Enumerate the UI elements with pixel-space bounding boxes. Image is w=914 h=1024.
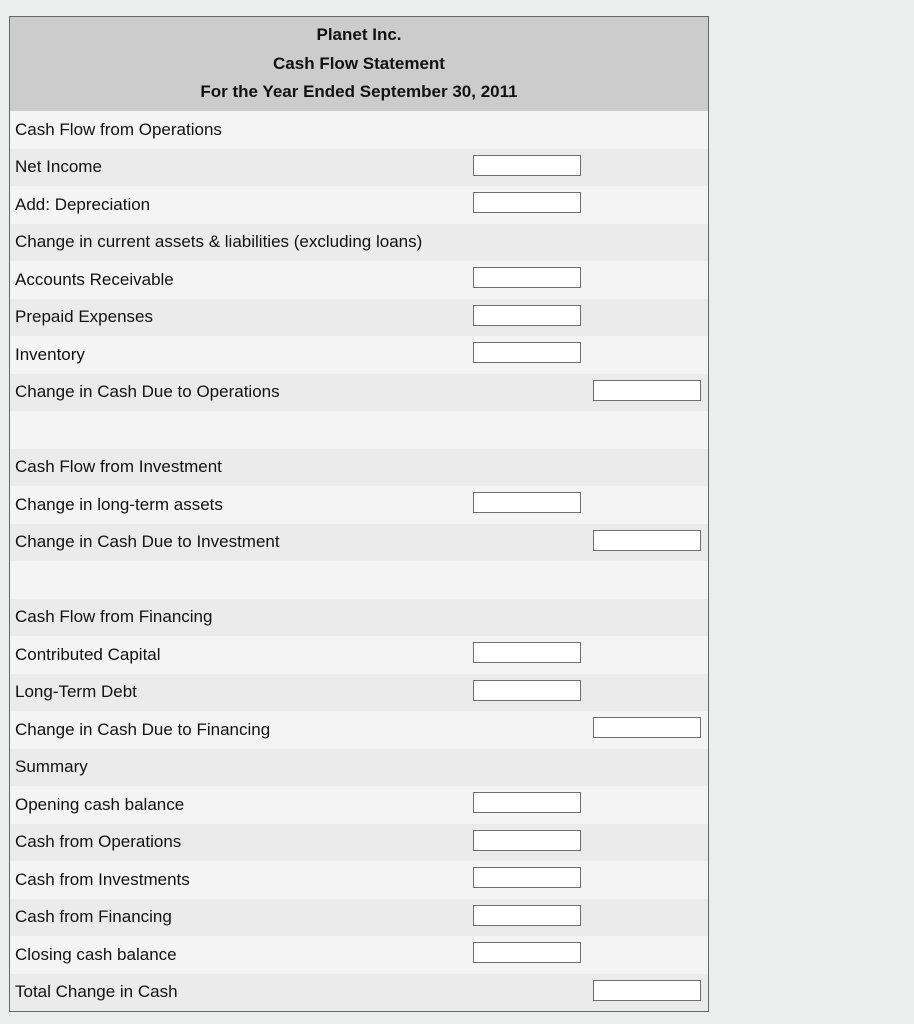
cash-flow-statement (9, 16, 709, 1012)
statement-row (10, 186, 708, 224)
statement-row (10, 936, 708, 974)
row-label: Closing cash balance (15, 944, 177, 964)
subtotal-input[interactable] (593, 530, 701, 551)
row-label: Change in Cash Due to Investment (15, 532, 280, 552)
amount-input[interactable] (473, 305, 581, 326)
row-label: Long-Term Debt (15, 682, 137, 702)
statement-row (10, 749, 708, 787)
amount-input[interactable] (473, 942, 581, 963)
statement-header (10, 17, 708, 111)
row-label: Summary (15, 757, 88, 777)
statement-row (10, 824, 708, 862)
statement-row (10, 524, 708, 562)
statement-row (10, 486, 708, 524)
row-label: Cash Flow from Financing (15, 607, 213, 627)
subtotal-input[interactable] (593, 717, 701, 738)
statement-row (10, 336, 708, 374)
statement-row (10, 786, 708, 824)
row-label: Change in Cash Due to Financing (15, 719, 271, 739)
row-label: Change in long-term assets (15, 494, 223, 514)
statement-row (10, 599, 708, 637)
amount-input[interactable] (473, 792, 581, 813)
statement-row (10, 899, 708, 937)
row-label: Cash Flow from Operations (15, 119, 222, 139)
statement-row (10, 636, 708, 674)
statement-row (10, 111, 708, 149)
statement-row (10, 449, 708, 487)
amount-input[interactable] (473, 267, 581, 288)
amount-input[interactable] (473, 155, 581, 176)
spacer-row (10, 561, 708, 599)
amount-input[interactable] (473, 492, 581, 513)
amount-input[interactable] (473, 905, 581, 926)
amount-input[interactable] (473, 342, 581, 363)
statement-row (10, 374, 708, 412)
row-label: Net Income (15, 157, 102, 177)
row-label: Opening cash balance (15, 794, 185, 814)
row-label: Prepaid Expenses (15, 307, 153, 327)
row-label: Inventory (15, 344, 85, 364)
amount-input[interactable] (473, 680, 581, 701)
subtotal-input[interactable] (593, 980, 701, 1001)
statement-row (10, 974, 708, 1012)
row-label: Cash from Investments (15, 869, 190, 889)
row-label: Cash Flow from Investment (15, 457, 222, 477)
row-label: Total Change in Cash (15, 982, 178, 1002)
statement-row (10, 861, 708, 899)
row-label: Cash from Financing (15, 907, 172, 927)
amount-input[interactable] (473, 867, 581, 888)
statement-row (10, 261, 708, 299)
statement-row (10, 299, 708, 337)
statement-period: For the Year Ended September 30, 2011 (200, 82, 518, 102)
statement-title: Cash Flow Statement (273, 53, 445, 73)
row-label: Change in Cash Due to Operations (15, 382, 280, 402)
company-name: Planet Inc. (316, 25, 402, 45)
row-label: Contributed Capital (15, 644, 161, 664)
statement-row (10, 674, 708, 712)
row-label: Cash from Operations (15, 832, 182, 852)
row-label: Add: Depreciation (15, 194, 151, 214)
statement-row (10, 224, 708, 262)
amount-input[interactable] (473, 642, 581, 663)
amount-input[interactable] (473, 192, 581, 213)
statement-rows (10, 111, 708, 1011)
spacer-row (10, 411, 708, 449)
row-label: Change in current assets & liabilities (excluding loans) (15, 232, 423, 252)
row-label: Accounts Receivable (15, 269, 174, 289)
amount-input[interactable] (473, 830, 581, 851)
statement-row (10, 711, 708, 749)
subtotal-input[interactable] (593, 380, 701, 401)
statement-row (10, 149, 708, 187)
